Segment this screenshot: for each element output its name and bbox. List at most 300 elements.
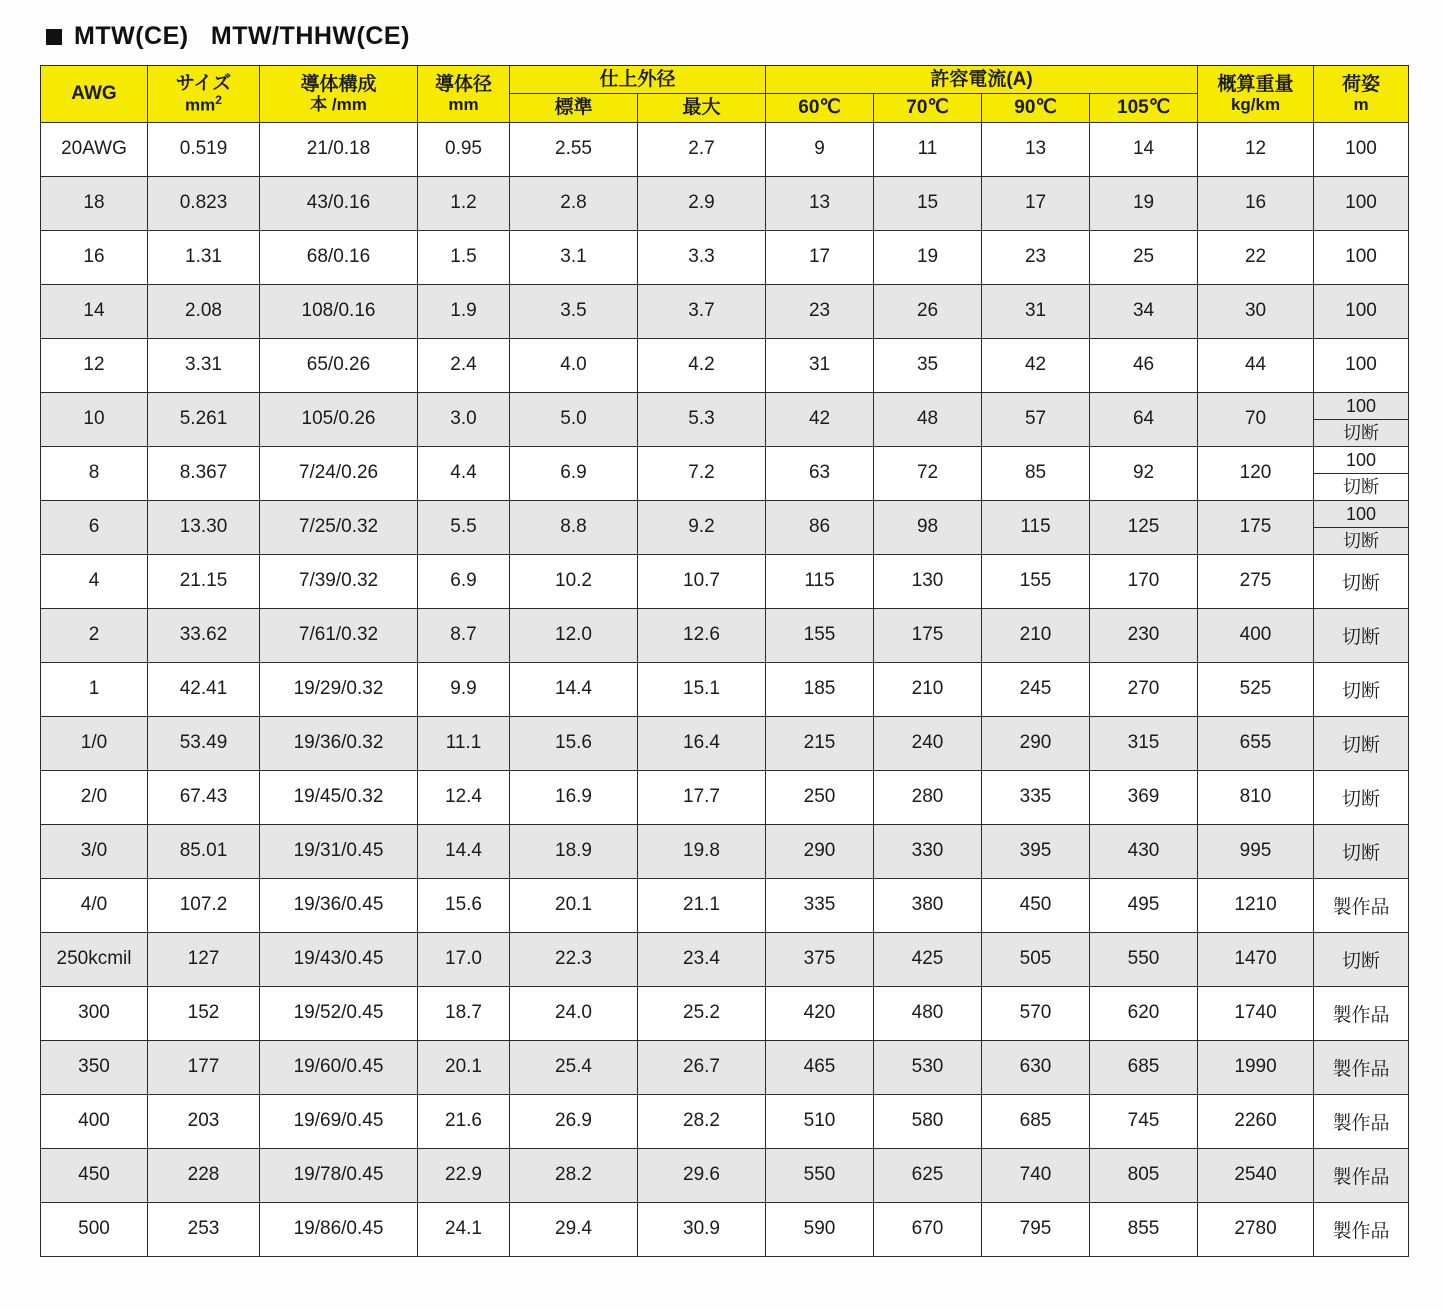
cell-size: 0.519 — [148, 122, 260, 176]
table-row — [41, 716, 1409, 770]
table-row — [41, 986, 1409, 1040]
cell-dia: 1.5 — [418, 230, 510, 284]
cell-cond: 19/43/0.45 — [260, 932, 418, 986]
cell-t70: 19 — [874, 230, 982, 284]
table-row — [41, 932, 1409, 986]
cell-awg: 16 — [41, 230, 148, 284]
table-row — [41, 1040, 1409, 1094]
cell-wt: 525 — [1198, 662, 1314, 716]
cell-t90: 85 — [982, 446, 1090, 500]
cell-std: 15.6 — [510, 716, 638, 770]
cell-t60: 9 — [766, 122, 874, 176]
cell-t60: 250 — [766, 770, 874, 824]
cell-wt: 810 — [1198, 770, 1314, 824]
cell-t70: 240 — [874, 716, 982, 770]
cell-wt: 1990 — [1198, 1040, 1314, 1094]
cell-t60: 465 — [766, 1040, 874, 1094]
cell-max: 19.8 — [638, 824, 766, 878]
cell-max: 26.7 — [638, 1040, 766, 1094]
col-header-weight — [1198, 66, 1314, 123]
cell-cond: 68/0.16 — [260, 230, 418, 284]
cell-max: 3.7 — [638, 284, 766, 338]
cell-t60: 115 — [766, 554, 874, 608]
cell-cond: 19/69/0.45 — [260, 1094, 418, 1148]
table-row — [41, 878, 1409, 932]
cell-dia: 18.7 — [418, 986, 510, 1040]
table-row — [41, 608, 1409, 662]
cell-awg: 18 — [41, 176, 148, 230]
cell-std: 5.0 — [510, 392, 638, 446]
cell-std: 4.0 — [510, 338, 638, 392]
cell-max: 5.3 — [638, 392, 766, 446]
cell-wt: 12 — [1198, 122, 1314, 176]
cell-t60: 17 — [766, 230, 874, 284]
cell-t105: 230 — [1090, 608, 1198, 662]
table-row — [41, 392, 1409, 446]
cell-cond: 19/52/0.45 — [260, 986, 418, 1040]
cell-cond: 65/0.26 — [260, 338, 418, 392]
col-header-conductor-unit: 本 /mm — [310, 94, 367, 114]
cell-t105: 805 — [1090, 1148, 1198, 1202]
cell-dia: 0.95 — [418, 122, 510, 176]
cell-cond: 7/39/0.32 — [260, 554, 418, 608]
cell-t60: 215 — [766, 716, 874, 770]
cell-dia: 12.4 — [418, 770, 510, 824]
cell-pack — [1314, 500, 1409, 554]
cell-t90: 155 — [982, 554, 1090, 608]
cell-t105: 125 — [1090, 500, 1198, 554]
cell-size: 42.41 — [148, 662, 260, 716]
cell-awg: 3/0 — [41, 824, 148, 878]
cell-t90: 570 — [982, 986, 1090, 1040]
table-row — [41, 122, 1409, 176]
cell-wt: 2540 — [1198, 1148, 1314, 1202]
cell-t105: 64 — [1090, 392, 1198, 446]
cell-cond: 19/78/0.45 — [260, 1148, 418, 1202]
cell-cond: 43/0.16 — [260, 176, 418, 230]
cell-t105: 270 — [1090, 662, 1198, 716]
cell-t90: 685 — [982, 1094, 1090, 1148]
cell-std: 24.0 — [510, 986, 638, 1040]
cell-t60: 290 — [766, 824, 874, 878]
cell-cond: 19/60/0.45 — [260, 1040, 418, 1094]
cell-std: 18.9 — [510, 824, 638, 878]
table-row — [41, 176, 1409, 230]
cell-wt: 30 — [1198, 284, 1314, 338]
cell-awg: 2/0 — [41, 770, 148, 824]
cell-dia: 21.6 — [418, 1094, 510, 1148]
cell-max: 4.2 — [638, 338, 766, 392]
square-bullet-icon — [46, 29, 62, 45]
table-header — [41, 66, 1409, 123]
cell-std: 3.5 — [510, 284, 638, 338]
cell-pack: 切断 — [1314, 554, 1409, 608]
cell-t60: 31 — [766, 338, 874, 392]
cell-size: 253 — [148, 1202, 260, 1256]
cell-t70: 175 — [874, 608, 982, 662]
cell-pack: 100 — [1314, 230, 1409, 284]
cell-max: 17.7 — [638, 770, 766, 824]
cell-t70: 130 — [874, 554, 982, 608]
cell-t70: 425 — [874, 932, 982, 986]
cell-size: 177 — [148, 1040, 260, 1094]
cell-awg: 14 — [41, 284, 148, 338]
cell-t105: 46 — [1090, 338, 1198, 392]
cell-dia: 11.1 — [418, 716, 510, 770]
cell-t105: 430 — [1090, 824, 1198, 878]
cell-wt: 275 — [1198, 554, 1314, 608]
cell-max: 29.6 — [638, 1148, 766, 1202]
cell-t70: 330 — [874, 824, 982, 878]
cell-awg: 500 — [41, 1202, 148, 1256]
cell-std: 16.9 — [510, 770, 638, 824]
cell-dia: 5.5 — [418, 500, 510, 554]
cell-dia: 1.2 — [418, 176, 510, 230]
cell-pack: 100 — [1314, 122, 1409, 176]
cell-awg: 250kcmil — [41, 932, 148, 986]
wire-spec-table — [40, 65, 1409, 1257]
cell-awg: 1/0 — [41, 716, 148, 770]
header-row-1 — [41, 66, 1409, 94]
cell-t105: 745 — [1090, 1094, 1198, 1148]
col-header-size — [148, 66, 260, 123]
cell-t105: 14 — [1090, 122, 1198, 176]
cell-wt: 1470 — [1198, 932, 1314, 986]
cell-std: 12.0 — [510, 608, 638, 662]
cell-t90: 795 — [982, 1202, 1090, 1256]
cell-t60: 185 — [766, 662, 874, 716]
cell-wt: 120 — [1198, 446, 1314, 500]
cell-pack: 切断 — [1314, 932, 1409, 986]
cell-dia: 4.4 — [418, 446, 510, 500]
cell-size: 127 — [148, 932, 260, 986]
cell-cond: 19/86/0.45 — [260, 1202, 418, 1256]
cell-wt: 175 — [1198, 500, 1314, 554]
cell-t105: 19 — [1090, 176, 1198, 230]
cell-pack: 100 — [1314, 176, 1409, 230]
table-row — [41, 338, 1409, 392]
cell-size: 3.31 — [148, 338, 260, 392]
cell-awg: 8 — [41, 446, 148, 500]
cell-t90: 335 — [982, 770, 1090, 824]
cell-t70: 26 — [874, 284, 982, 338]
cell-awg: 20AWG — [41, 122, 148, 176]
table-row — [41, 1148, 1409, 1202]
cell-awg: 4 — [41, 554, 148, 608]
col-header-size-unit: $mm^2$ — [185, 93, 222, 115]
cell-t60: 13 — [766, 176, 874, 230]
cell-std: 2.8 — [510, 176, 638, 230]
table-row — [41, 284, 1409, 338]
cell-t90: 210 — [982, 608, 1090, 662]
cell-size: 1.31 — [148, 230, 260, 284]
cell-std: 10.2 — [510, 554, 638, 608]
cell-cond: 19/36/0.32 — [260, 716, 418, 770]
col-header-amp-105c: 105℃ — [1090, 94, 1198, 122]
table-row — [41, 230, 1409, 284]
cell-t90: 450 — [982, 878, 1090, 932]
cell-pack — [1314, 392, 1409, 446]
cell-max: 3.3 — [638, 230, 766, 284]
cell-dia: 24.1 — [418, 1202, 510, 1256]
table-body — [41, 122, 1409, 1256]
col-header-weight-label: 概算重量 — [1217, 73, 1294, 95]
col-header-amp-90c: 90℃ — [982, 94, 1090, 122]
cell-pack: 製作品 — [1314, 1094, 1409, 1148]
col-header-package-unit: m — [1353, 94, 1369, 114]
cell-pack: 製作品 — [1314, 1148, 1409, 1202]
cell-dia: 6.9 — [418, 554, 510, 608]
cell-t105: 315 — [1090, 716, 1198, 770]
cell-cond: 19/45/0.32 — [260, 770, 418, 824]
col-header-weight-unit: kg/km — [1230, 94, 1281, 114]
cell-pack: 製作品 — [1314, 878, 1409, 932]
cell-awg: 350 — [41, 1040, 148, 1094]
cell-t105: 855 — [1090, 1202, 1198, 1256]
cell-wt: 995 — [1198, 824, 1314, 878]
cell-max: 12.6 — [638, 608, 766, 662]
group-header-finish-od: 仕上外径 — [510, 66, 766, 94]
cell-t90: 31 — [982, 284, 1090, 338]
cell-t105: 550 — [1090, 932, 1198, 986]
cell-t105: 170 — [1090, 554, 1198, 608]
table-row — [41, 500, 1409, 554]
cell-t60: 155 — [766, 608, 874, 662]
cell-t70: 380 — [874, 878, 982, 932]
cell-max: 16.4 — [638, 716, 766, 770]
cell-max: 2.7 — [638, 122, 766, 176]
cell-max: 2.9 — [638, 176, 766, 230]
table-row — [41, 1202, 1409, 1256]
cell-size: 2.08 — [148, 284, 260, 338]
cell-cond: 108/0.16 — [260, 284, 418, 338]
cell-t90: 290 — [982, 716, 1090, 770]
cell-pack: 切断 — [1314, 770, 1409, 824]
cell-t60: 335 — [766, 878, 874, 932]
cell-pack-primary: 100 — [1314, 393, 1408, 420]
col-header-amp-60c: 60℃ — [766, 94, 874, 122]
table-row — [41, 662, 1409, 716]
cell-pack: 100 — [1314, 338, 1409, 392]
col-header-awg — [41, 66, 148, 123]
col-header-amp-70c: 70℃ — [874, 94, 982, 122]
cell-max: 21.1 — [638, 878, 766, 932]
cell-std: 8.8 — [510, 500, 638, 554]
cell-t70: 480 — [874, 986, 982, 1040]
cell-size: 203 — [148, 1094, 260, 1148]
cell-wt: 22 — [1198, 230, 1314, 284]
cell-dia: 2.4 — [418, 338, 510, 392]
cell-t70: 210 — [874, 662, 982, 716]
cell-size: 0.823 — [148, 176, 260, 230]
cell-size: 53.49 — [148, 716, 260, 770]
cell-awg: 10 — [41, 392, 148, 446]
cell-std: 26.9 — [510, 1094, 638, 1148]
col-header-od-max: 最大 — [638, 94, 766, 122]
cell-size: 33.62 — [148, 608, 260, 662]
cell-dia: 1.9 — [418, 284, 510, 338]
table-row — [41, 770, 1409, 824]
cell-wt: 44 — [1198, 338, 1314, 392]
cell-awg: 400 — [41, 1094, 148, 1148]
page-title-text: MTW(CE) MTW/THHW(CE) — [74, 22, 410, 50]
cell-t70: 98 — [874, 500, 982, 554]
cell-t70: 48 — [874, 392, 982, 446]
col-header-size-label: サイズ — [175, 72, 232, 94]
cell-dia: 20.1 — [418, 1040, 510, 1094]
cell-max: 30.9 — [638, 1202, 766, 1256]
cell-awg: 450 — [41, 1148, 148, 1202]
cell-pack-primary: 100 — [1314, 447, 1408, 474]
cell-t60: 63 — [766, 446, 874, 500]
cell-t105: 495 — [1090, 878, 1198, 932]
cell-t60: 23 — [766, 284, 874, 338]
cell-wt: 70 — [1198, 392, 1314, 446]
cell-cond: 21/0.18 — [260, 122, 418, 176]
cell-awg: 2 — [41, 608, 148, 662]
cell-dia: 9.9 — [418, 662, 510, 716]
cell-dia: 22.9 — [418, 1148, 510, 1202]
cell-t60: 375 — [766, 932, 874, 986]
cell-t90: 505 — [982, 932, 1090, 986]
cell-std: 2.55 — [510, 122, 638, 176]
cell-wt: 2780 — [1198, 1202, 1314, 1256]
cell-wt: 2260 — [1198, 1094, 1314, 1148]
cell-size: 8.367 — [148, 446, 260, 500]
cell-t90: 23 — [982, 230, 1090, 284]
cell-dia: 3.0 — [418, 392, 510, 446]
cell-pack: 切断 — [1314, 824, 1409, 878]
cell-t70: 11 — [874, 122, 982, 176]
col-header-conductor — [260, 66, 418, 123]
cell-t90: 630 — [982, 1040, 1090, 1094]
cell-pack-secondary: 切断 — [1343, 476, 1380, 497]
table-row — [41, 446, 1409, 500]
cell-pack-primary: 100 — [1314, 501, 1408, 528]
cell-wt: 1210 — [1198, 878, 1314, 932]
cell-t90: 42 — [982, 338, 1090, 392]
cell-t70: 530 — [874, 1040, 982, 1094]
cell-cond: 7/24/0.26 — [260, 446, 418, 500]
cell-t90: 57 — [982, 392, 1090, 446]
cell-dia: 15.6 — [418, 878, 510, 932]
table-row — [41, 1094, 1409, 1148]
cell-size: 5.261 — [148, 392, 260, 446]
col-header-package-label: 荷姿 — [1342, 73, 1381, 95]
cell-t105: 620 — [1090, 986, 1198, 1040]
cell-t105: 92 — [1090, 446, 1198, 500]
cell-t105: 685 — [1090, 1040, 1198, 1094]
cell-cond: 7/61/0.32 — [260, 608, 418, 662]
cell-t70: 280 — [874, 770, 982, 824]
cell-t70: 15 — [874, 176, 982, 230]
cell-pack: 切断 — [1314, 608, 1409, 662]
cell-std: 22.3 — [510, 932, 638, 986]
cell-std: 14.4 — [510, 662, 638, 716]
col-header-diameter — [418, 66, 510, 123]
cell-t90: 13 — [982, 122, 1090, 176]
cell-t60: 420 — [766, 986, 874, 1040]
cell-size: 228 — [148, 1148, 260, 1202]
cell-dia: 14.4 — [418, 824, 510, 878]
cell-dia: 8.7 — [418, 608, 510, 662]
cell-wt: 400 — [1198, 608, 1314, 662]
cell-pack: 製作品 — [1314, 986, 1409, 1040]
cell-std: 6.9 — [510, 446, 638, 500]
cell-std: 28.2 — [510, 1148, 638, 1202]
table-row — [41, 824, 1409, 878]
cell-awg: 1 — [41, 662, 148, 716]
cell-t70: 670 — [874, 1202, 982, 1256]
cell-t105: 34 — [1090, 284, 1198, 338]
cell-std: 3.1 — [510, 230, 638, 284]
cell-t60: 550 — [766, 1148, 874, 1202]
cell-t90: 245 — [982, 662, 1090, 716]
cell-wt: 655 — [1198, 716, 1314, 770]
cell-pack: 製作品 — [1314, 1040, 1409, 1094]
cell-awg: 12 — [41, 338, 148, 392]
cell-max: 25.2 — [638, 986, 766, 1040]
cell-dia: 17.0 — [418, 932, 510, 986]
cell-cond: 19/29/0.32 — [260, 662, 418, 716]
col-header-diameter-label: 導体径 — [434, 73, 492, 95]
cell-t60: 510 — [766, 1094, 874, 1148]
group-header-ampacity: 許容電流(A) — [766, 66, 1198, 94]
cell-awg: 300 — [41, 986, 148, 1040]
cell-std: 25.4 — [510, 1040, 638, 1094]
page-title — [46, 22, 1411, 51]
cell-cond: 19/31/0.45 — [260, 824, 418, 878]
cell-t60: 590 — [766, 1202, 874, 1256]
cell-pack: 切断 — [1314, 716, 1409, 770]
cell-max: 23.4 — [638, 932, 766, 986]
cell-t70: 580 — [874, 1094, 982, 1148]
cell-std: 29.4 — [510, 1202, 638, 1256]
col-header-package — [1314, 66, 1409, 123]
col-header-conductor-label: 導体構成 — [300, 73, 377, 95]
cell-std: 20.1 — [510, 878, 638, 932]
cell-cond: 105/0.26 — [260, 392, 418, 446]
cell-t60: 86 — [766, 500, 874, 554]
col-header-diameter-unit: mm — [448, 94, 479, 114]
cell-t70: 35 — [874, 338, 982, 392]
cell-size: 67.43 — [148, 770, 260, 824]
cell-pack: 切断 — [1314, 662, 1409, 716]
cell-size: 152 — [148, 986, 260, 1040]
cell-t90: 17 — [982, 176, 1090, 230]
cell-size: 85.01 — [148, 824, 260, 878]
cell-t105: 369 — [1090, 770, 1198, 824]
cell-pack-secondary: 切断 — [1343, 530, 1380, 551]
cell-t90: 115 — [982, 500, 1090, 554]
cell-max: 28.2 — [638, 1094, 766, 1148]
cell-t70: 625 — [874, 1148, 982, 1202]
cell-pack-secondary: 切断 — [1343, 422, 1380, 443]
cell-t105: 25 — [1090, 230, 1198, 284]
col-header-od-standard: 標準 — [510, 94, 638, 122]
cell-max: 7.2 — [638, 446, 766, 500]
cell-awg: 4/0 — [41, 878, 148, 932]
cell-t90: 740 — [982, 1148, 1090, 1202]
col-header-awg-label: AWG — [71, 83, 117, 105]
cell-pack: 100 — [1314, 284, 1409, 338]
cell-t70: 72 — [874, 446, 982, 500]
cell-awg: 6 — [41, 500, 148, 554]
cell-wt: 16 — [1198, 176, 1314, 230]
cell-t90: 395 — [982, 824, 1090, 878]
cell-cond: 7/25/0.32 — [260, 500, 418, 554]
cell-cond: 19/36/0.45 — [260, 878, 418, 932]
